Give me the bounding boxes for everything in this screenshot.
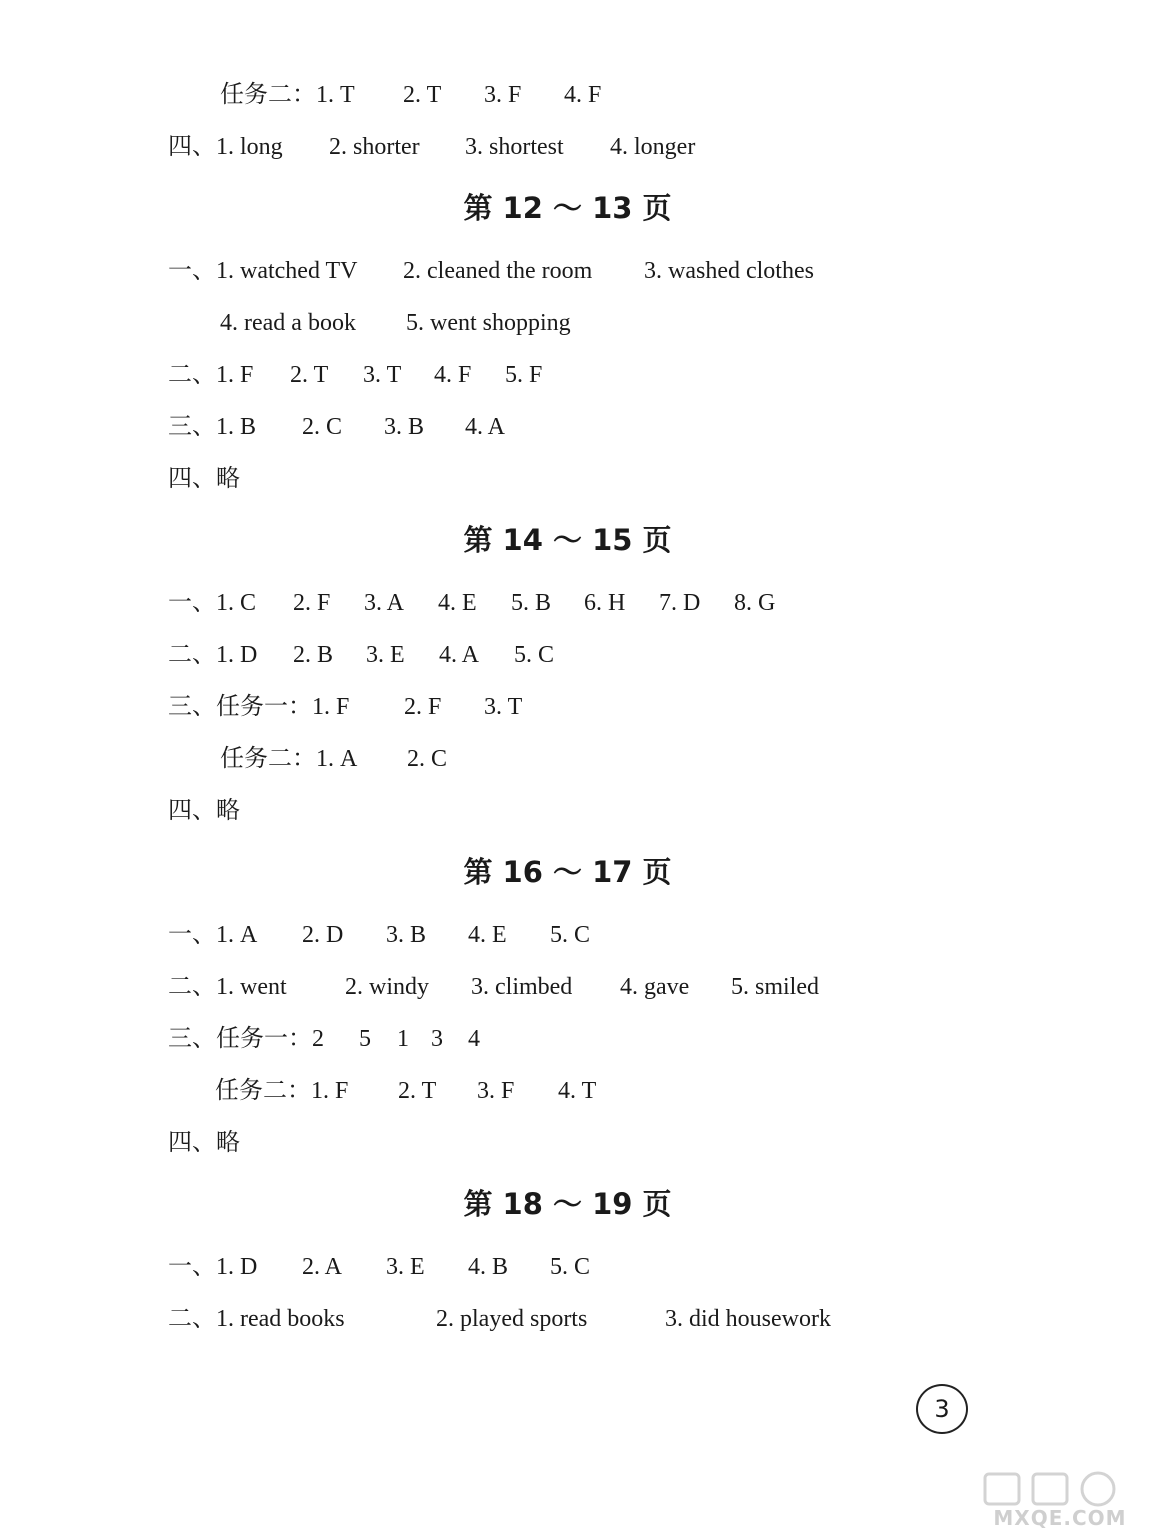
- section-heading: 第 14 ～ 15 页: [463, 523, 672, 557]
- answer-item: 二、1. read books: [168, 1306, 345, 1332]
- answer-line: [220, 80, 602, 110]
- answer-item: 3. B: [386, 922, 427, 948]
- answer-item: 3. did housework: [665, 1306, 831, 1332]
- answer-item: 3. washed clothes: [644, 258, 814, 284]
- answer-line: [168, 1252, 591, 1282]
- answer-item: 1: [397, 1026, 409, 1052]
- answer-item: 4. A: [439, 642, 480, 668]
- answer-item: 三、1. B: [168, 414, 257, 440]
- answer-item: 一、1. D: [168, 1254, 258, 1280]
- answer-item: 2. played sports: [436, 1306, 588, 1332]
- answer-item: 3. T: [363, 362, 402, 388]
- answer-line: [168, 412, 506, 442]
- answer-line: [168, 972, 819, 1002]
- watermark-text: MXQE.COM: [993, 1506, 1127, 1530]
- answer-item: 2. C: [302, 414, 343, 440]
- section-heading: 第 16 ～ 17 页: [463, 855, 672, 889]
- answer-item: 3. climbed: [471, 974, 573, 1000]
- section-heading: 第 18 ～ 19 页: [463, 1187, 672, 1221]
- answer-item: 3. F: [477, 1078, 515, 1104]
- answer-item: 4. E: [468, 922, 507, 948]
- answer-line: [168, 796, 240, 826]
- answer-item: 4. F: [434, 362, 472, 388]
- answer-line: [168, 1304, 831, 1334]
- answer-line: [168, 132, 696, 162]
- answer-item: 四、略: [168, 1130, 240, 1156]
- answer-item: 4. A: [465, 414, 506, 440]
- answer-item: 5. went shopping: [406, 310, 571, 336]
- answer-item: 5: [359, 1026, 371, 1052]
- answer-item: 任务二：1. A: [220, 746, 358, 772]
- answer-item: 2. A: [302, 1254, 343, 1280]
- answer-line: [168, 1024, 480, 1054]
- answer-line: [220, 308, 571, 338]
- answer-item: 2. B: [293, 642, 334, 668]
- answer-item: 4. E: [438, 590, 477, 616]
- answer-line: [168, 256, 814, 286]
- answer-item: 2. T: [403, 82, 442, 108]
- answer-line: [168, 360, 543, 390]
- answer-item: 三、任务一：1. F: [168, 694, 350, 720]
- answer-item: 2. cleaned the room: [403, 258, 593, 284]
- answer-item: 2. windy: [345, 974, 429, 1000]
- answer-item: 四、略: [168, 466, 240, 492]
- answer-item: 3. T: [484, 694, 523, 720]
- answer-line: [215, 1076, 597, 1106]
- answer-item: 4. longer: [610, 134, 696, 160]
- answer-item: 5. C: [550, 922, 591, 948]
- answer-item: 3. E: [366, 642, 405, 668]
- answer-line: [220, 744, 448, 774]
- answer-item: 四、略: [168, 798, 240, 824]
- answer-item: 6. H: [584, 590, 626, 616]
- answer-item: 2. T: [398, 1078, 437, 1104]
- answer-item: 5. F: [505, 362, 543, 388]
- answer-item: 3. B: [384, 414, 425, 440]
- answer-item: 3. A: [364, 590, 405, 616]
- answer-item: 二、1. went: [168, 974, 287, 1000]
- answer-item: 4. T: [558, 1078, 597, 1104]
- answer-item: 一、1. C: [168, 590, 257, 616]
- answer-item: 7. D: [659, 590, 701, 616]
- answer-item: 四、1. long: [168, 134, 283, 160]
- watermark-logo: [975, 1470, 1145, 1532]
- answer-line: [168, 588, 776, 618]
- answer-item: 一、1. A: [168, 922, 258, 948]
- answer-item: 2. T: [290, 362, 329, 388]
- watermark-icon: [975, 1470, 1145, 1510]
- answer-item: 4. read a book: [220, 310, 356, 336]
- answer-item: 5. C: [550, 1254, 591, 1280]
- answer-item: 2. C: [407, 746, 448, 772]
- section-heading: 第 12 ～ 13 页: [463, 191, 672, 225]
- answer-item: 5. C: [514, 642, 555, 668]
- answer-item: 8. G: [734, 590, 776, 616]
- answer-item: 任务二：1. T: [220, 82, 355, 108]
- page-number: 3: [916, 1384, 968, 1434]
- answer-line: [168, 1128, 240, 1158]
- answer-item: 3: [431, 1026, 443, 1052]
- answer-item: 4: [468, 1026, 480, 1052]
- answer-line: [168, 640, 555, 670]
- answer-item: 二、1. F: [168, 362, 254, 388]
- answer-line: [168, 692, 523, 722]
- answer-item: 4. gave: [620, 974, 690, 1000]
- answer-item: 三、任务一：2: [168, 1026, 324, 1052]
- answer-item: 2. shorter: [329, 134, 420, 160]
- answer-item: 3. shortest: [465, 134, 564, 160]
- answer-item: 任务二：1. F: [215, 1078, 349, 1104]
- answer-item: 4. F: [564, 82, 602, 108]
- answer-item: 2. F: [293, 590, 331, 616]
- answer-item: 2. D: [302, 922, 344, 948]
- answer-item: 二、1. D: [168, 642, 258, 668]
- answer-item: 3. F: [484, 82, 522, 108]
- answer-item: 3. E: [386, 1254, 425, 1280]
- answer-item: 一、1. watched TV: [168, 258, 358, 284]
- answer-item: 2. F: [404, 694, 442, 720]
- answer-line: [168, 464, 240, 494]
- answer-item: 5. smiled: [731, 974, 819, 1000]
- answer-item: 4. B: [468, 1254, 509, 1280]
- answer-item: 5. B: [511, 590, 552, 616]
- answer-line: [168, 920, 591, 950]
